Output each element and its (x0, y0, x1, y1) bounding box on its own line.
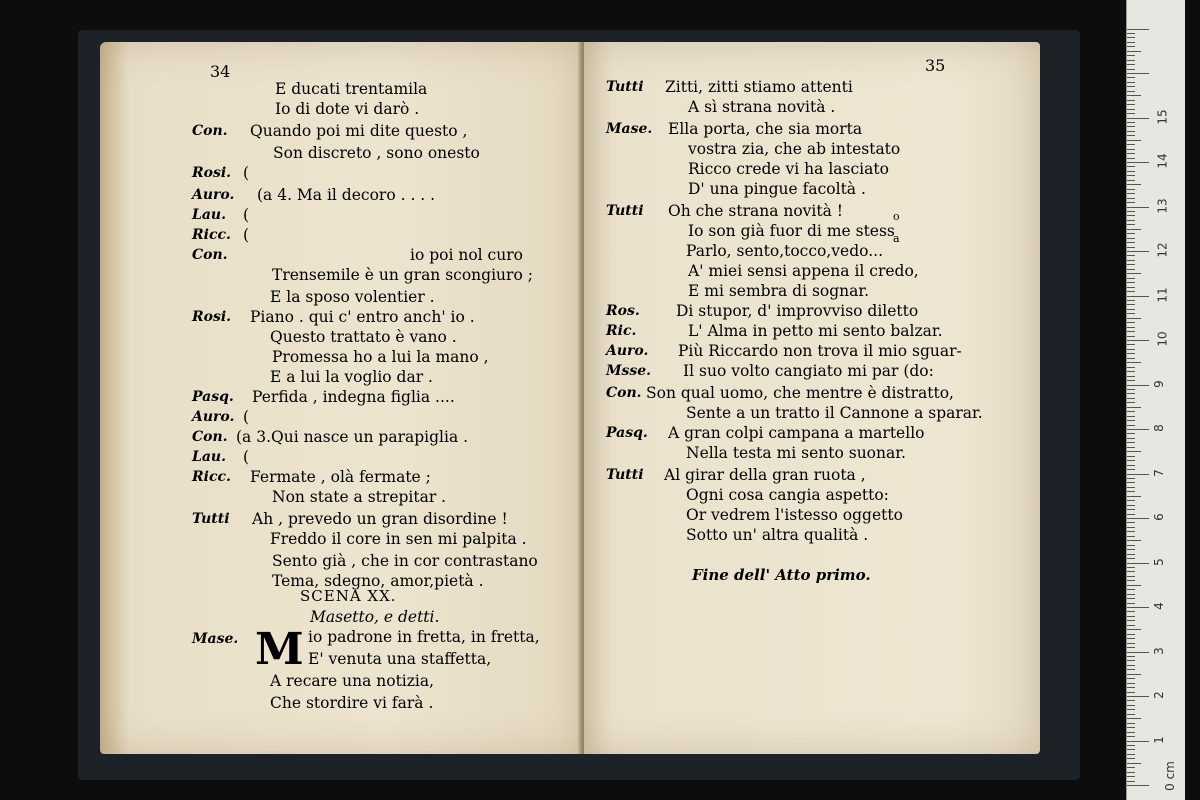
ruler-number: 12 (1155, 242, 1170, 258)
ruler-tick (1127, 42, 1135, 43)
right-page-number: 35 (925, 56, 946, 75)
ruler-tick (1127, 376, 1135, 377)
ruler-tick (1127, 416, 1135, 417)
verse-line: ( (243, 164, 250, 182)
ruler-tick (1127, 300, 1135, 301)
verse-line: ( (243, 448, 250, 466)
speaker-label: Rosi. (192, 165, 232, 181)
ruler-tick (1127, 398, 1135, 399)
ruler-tick (1127, 175, 1135, 176)
verse-line: E mi sembra di sognar. (688, 282, 870, 300)
ruler-tick (1127, 669, 1135, 670)
ruler-tick (1127, 772, 1135, 773)
verse-line: Oh che strana novità ! (668, 202, 844, 220)
verse-line: E ducati trentamila (275, 80, 428, 98)
ruler-tick (1127, 634, 1135, 635)
speaker-label: Ric. (606, 323, 637, 339)
ruler-tick (1127, 149, 1135, 150)
ruler-tick (1127, 652, 1149, 653)
ruler-tick (1127, 86, 1135, 87)
ruler-number: 3 (1151, 646, 1166, 655)
ruler-tick (1127, 340, 1149, 341)
scene-cast: Masetto, e detti. (310, 608, 440, 626)
verse-line: D' una pingue facoltà . (688, 180, 866, 198)
ruler-tick (1127, 126, 1135, 127)
verse-line: ( (243, 408, 250, 426)
ruler-tick (1127, 140, 1141, 141)
ruler-tick (1127, 60, 1135, 61)
ruler-tick (1127, 64, 1135, 65)
drop-cap: M (255, 624, 304, 675)
ruler-tick (1127, 692, 1135, 693)
ruler-tick (1127, 767, 1135, 768)
verse-line: Ricco crede vi ha lasciato (688, 160, 889, 178)
ruler-tick (1127, 358, 1135, 359)
ruler-tick (1127, 589, 1135, 590)
speaker-label: Con. (606, 385, 642, 401)
speaker-label: Ricc. (192, 469, 231, 485)
ruler-tick (1127, 554, 1135, 555)
ruler-tick (1127, 255, 1135, 256)
ruler-tick (1127, 776, 1135, 777)
verse-line: io poi nol curo (410, 246, 523, 264)
ruler-tick (1127, 723, 1135, 724)
ruler-tick (1127, 745, 1135, 746)
ruler-tick (1127, 660, 1135, 661)
ruler-tick (1127, 344, 1135, 345)
verse-line: Di stupor, d' improvviso diletto (676, 302, 919, 320)
ruler-tick (1127, 55, 1135, 56)
verse-line: Or vedrem l'istesso oggetto (686, 506, 903, 524)
ruler-tick (1127, 545, 1135, 546)
ruler-tick (1127, 696, 1149, 697)
ruler-tick (1127, 198, 1135, 199)
ruler-tick (1127, 238, 1135, 239)
left-page-number: 34 (210, 62, 231, 81)
ruler-tick (1127, 442, 1135, 443)
verse-line: Io di dote vi darò . (275, 100, 420, 118)
speaker-label: Msse. (606, 363, 652, 379)
ruler-number: 6 (1151, 513, 1166, 521)
speaker-label: Ros. (606, 303, 640, 319)
ruler-tick (1127, 665, 1135, 666)
ruler-tick (1127, 82, 1135, 83)
ruler-tick (1127, 638, 1135, 639)
ruler-tick (1127, 77, 1135, 78)
ruler-tick (1127, 433, 1135, 434)
verse-line: E' venuta una staffetta, (308, 650, 492, 668)
verse-line: Nella testa mi sento suonar. (686, 444, 906, 462)
verse-line: Questo trattato è vano . (270, 328, 457, 346)
ruler-number: 5 (1151, 557, 1166, 566)
ruler-tick (1127, 598, 1135, 599)
ruler-tick (1127, 678, 1135, 679)
ruler-tick (1127, 362, 1141, 363)
verse-line: Tema, sdegno, amor,pietà . (272, 572, 484, 590)
ruler-tick (1127, 264, 1135, 265)
verse-line: L' Alma in petto mi sento balzar. (688, 322, 943, 340)
ruler-tick (1127, 451, 1141, 452)
verse-line: Parlo, sento,tocco,vedo... (686, 242, 883, 260)
ruler-tick (1127, 224, 1135, 225)
ruler-tick (1127, 29, 1149, 30)
ruler-tick (1127, 647, 1135, 648)
ruler-tick (1127, 425, 1135, 426)
ruler-tick (1127, 313, 1135, 314)
ruler-tick (1127, 496, 1141, 497)
ruler-tick (1127, 656, 1135, 657)
ruler-number: 14 (1155, 153, 1170, 169)
ruler-tick (1127, 505, 1135, 506)
final-speaker: Mase. (192, 631, 239, 647)
ruler-tick (1127, 180, 1135, 181)
verse-line: vostra zia, che ab intestato (688, 140, 901, 158)
ruler-tick (1127, 549, 1135, 550)
verse-line: A sì strana novità . (688, 98, 836, 116)
verse-line: Zitti, zitti stiamo attenti (665, 78, 853, 96)
ruler-tick (1127, 411, 1135, 412)
ruler-tick (1127, 291, 1135, 292)
ruler-tick (1127, 407, 1141, 408)
verse-line: ( (243, 226, 250, 244)
verse-line: Al girar della gran ruota , (664, 466, 866, 484)
ruler-tick (1127, 304, 1135, 305)
ruler-tick (1127, 278, 1135, 279)
ruler-tick (1127, 607, 1149, 608)
ruler-tick (1127, 460, 1135, 461)
speaker-label: Ricc. (192, 227, 231, 243)
ruler-tick (1127, 318, 1141, 319)
speaker-label: Pasq. (192, 389, 234, 405)
ruler-tick (1127, 51, 1141, 52)
verse-line: (a 4. Ma il decoro . . . . (257, 186, 436, 204)
ruler-tick (1127, 273, 1141, 274)
ruler-number: 15 (1155, 108, 1170, 125)
ruler-tick (1127, 242, 1135, 243)
ruler-tick (1127, 465, 1135, 466)
ruler-tick (1127, 732, 1135, 733)
verse-line: Ogni cosa cangia aspetto: (686, 486, 889, 504)
ruler-tick (1127, 353, 1135, 354)
ruler-tick (1127, 781, 1135, 782)
ruler-tick (1127, 714, 1135, 715)
ruler-tick (1127, 420, 1135, 421)
ruler-tick (1127, 144, 1135, 145)
ruler-tick (1127, 380, 1135, 381)
ruler-tick (1127, 296, 1149, 297)
ruler-tick (1127, 202, 1135, 203)
ruler-number: 13 (1155, 197, 1170, 214)
speaker-label: Pasq. (606, 425, 648, 441)
verse-line: (a 3.Qui nasce un parapiglia . (236, 428, 469, 446)
speaker-label: Tutti (606, 467, 644, 483)
ruler-tick (1127, 309, 1135, 310)
ruler-tick (1127, 73, 1149, 74)
ruler-tick (1127, 558, 1135, 559)
ruler-number: 11 (1155, 286, 1170, 303)
speaker-label: Auro. (192, 187, 235, 203)
ruler-tick (1127, 785, 1149, 786)
ruler-number: 8 (1151, 424, 1166, 432)
ruler-tick (1127, 758, 1135, 759)
ruler-tick (1127, 95, 1141, 96)
ruler-tick (1127, 118, 1149, 119)
speaker-label: Auro. (192, 409, 235, 425)
verse-line: Sento già , che in cor contrastano (272, 552, 538, 570)
ruler-tick (1127, 611, 1135, 612)
ruler-tick (1127, 220, 1135, 221)
ruler-tick (1127, 389, 1135, 390)
ruler-tick (1127, 727, 1135, 728)
speaker-label: Con. (192, 429, 228, 445)
verse-line: Il suo volto cangiato mi par (do: (683, 362, 934, 380)
verse-line: Fermate , olà fermate ; (250, 468, 431, 486)
ruler-tick (1127, 371, 1135, 372)
ruler-number: 1 (1151, 735, 1166, 744)
ruler-tick (1127, 674, 1141, 675)
speaker-label: Tutti (606, 79, 644, 95)
verse-line: io padrone in fretta, in fretta, (308, 628, 540, 646)
ruler-tick (1127, 487, 1135, 488)
speaker-label: Con. (192, 247, 228, 263)
ruler-tick (1127, 522, 1135, 523)
ruler-tick (1127, 705, 1135, 706)
speaker-label: Tutti (192, 511, 230, 527)
ruler-tick (1127, 718, 1141, 719)
ruler-tick (1127, 620, 1135, 621)
ruler-tick (1127, 518, 1149, 519)
speaker-label: Con. (192, 123, 228, 139)
verse-line: Io son già fuor di me stess (688, 222, 895, 240)
ruler-tick (1127, 331, 1135, 332)
ruler-tick (1127, 336, 1135, 337)
scene-heading: SCENA XX. (300, 587, 397, 605)
ruler-tick (1127, 158, 1135, 159)
ruler-tick (1127, 162, 1149, 163)
ruler-number: 7 (1151, 468, 1166, 477)
ruler-tick (1127, 229, 1141, 230)
verse-line: E a lui la voglio dar . (270, 368, 433, 386)
verse-line: Son qual uomo, che mentre è distratto, (646, 384, 954, 402)
ruler-tick (1127, 393, 1135, 394)
ruler-tick (1127, 100, 1135, 101)
ruler-tick (1127, 749, 1135, 750)
ruler-tick (1127, 700, 1135, 701)
speaker-label: Mase. (606, 121, 653, 137)
verse-line: E la sposo volentier . (270, 288, 435, 306)
ruler-tick (1127, 629, 1141, 630)
verse-line: Ella porta, che sia morta (668, 120, 863, 138)
ruler-tick (1127, 709, 1135, 710)
verse-line: Sotto un' altra qualità . (686, 526, 869, 544)
verse-line: Ah , prevedo un gran disordine ! (252, 510, 508, 528)
verse-line: A' miei sensi appena il credo, (688, 262, 919, 280)
ruler-tick (1127, 540, 1141, 541)
ruler-tick (1127, 536, 1135, 537)
ruler-tick (1127, 603, 1135, 604)
ruler-tick (1127, 491, 1135, 492)
ruler-tick (1127, 514, 1135, 515)
ruler-tick (1127, 215, 1135, 216)
ruler-tick (1127, 385, 1149, 386)
ruler-tick (1127, 531, 1135, 532)
ruler-tick (1127, 251, 1149, 252)
margin-letter-a: a (893, 232, 900, 245)
ruler-tick (1127, 135, 1135, 136)
ruler-tick (1127, 469, 1135, 470)
verse-line: Piano . qui c' entro anch' io . (250, 308, 475, 326)
verse-line: Freddo il core in sen mi palpita . (270, 530, 527, 548)
speaker-label: Rosi. (192, 309, 232, 325)
ruler-tick (1127, 153, 1135, 154)
ruler-tick (1127, 429, 1149, 430)
ruler-tick (1127, 616, 1135, 617)
ruler-number: 2 (1151, 691, 1166, 699)
verse-line: Quando poi mi dite questo , (250, 122, 468, 140)
ruler-tick (1127, 643, 1135, 644)
ruler-tick (1127, 527, 1135, 528)
ruler-tick (1127, 567, 1135, 568)
ruler-tick (1127, 247, 1135, 248)
ruler-tick (1127, 580, 1135, 581)
ruler-tick (1127, 741, 1149, 742)
ruler-tick (1127, 402, 1135, 403)
ruler-tick (1127, 594, 1135, 595)
ruler-tick (1127, 563, 1149, 564)
verse-line: A gran colpi campana a martello (668, 424, 925, 442)
ruler-tick (1127, 683, 1135, 684)
ruler-tick (1127, 571, 1135, 572)
ruler-tick (1127, 447, 1135, 448)
ruler-tick (1127, 438, 1135, 439)
speaker-label: Lau. (192, 449, 226, 465)
ruler-tick (1127, 327, 1135, 328)
speaker-label: Lau. (192, 207, 226, 223)
ruler-tick (1127, 211, 1135, 212)
speaker-label: Tutti (606, 203, 644, 219)
ruler-tick (1127, 509, 1135, 510)
speaker-label: Auro. (606, 343, 649, 359)
ruler-tick (1127, 207, 1149, 208)
ruler-tick (1127, 482, 1135, 483)
ruler-tick (1127, 260, 1135, 261)
ruler-number: 10 (1155, 331, 1170, 347)
ruler-tick (1127, 269, 1135, 270)
verse-line: Più Riccardo non trova il mio sguar- (678, 342, 962, 360)
ruler-tick (1127, 754, 1135, 755)
ruler-tick (1127, 736, 1135, 737)
ruler-tick (1127, 69, 1135, 70)
ruler-tick (1127, 131, 1135, 132)
measurement-ruler (1126, 0, 1185, 800)
ruler-tick (1127, 474, 1149, 475)
ruler-tick (1127, 233, 1135, 234)
verse-line: A recare una notizia, (270, 672, 435, 690)
ruler-tick (1127, 189, 1135, 190)
ruler-tick (1127, 687, 1135, 688)
verse-line: ( (243, 206, 250, 224)
verse-line: Non state a strepitar . (272, 488, 447, 506)
ruler-tick (1127, 37, 1135, 38)
ruler-tick (1127, 33, 1135, 34)
ruler-unit-label: 0 cm (1162, 761, 1177, 791)
ruler-tick (1127, 322, 1135, 323)
verse-line: Sente a un tratto il Cannone a sparar. (686, 404, 983, 422)
ruler-tick (1127, 456, 1135, 457)
ruler-tick (1127, 122, 1135, 123)
ruler-tick (1127, 171, 1135, 172)
ruler-tick (1127, 585, 1141, 586)
ruler-number: 9 (1151, 379, 1166, 388)
ruler-tick (1127, 367, 1135, 368)
ruler-tick (1127, 500, 1135, 501)
verse-line: Perfida , indegna figlia .... (252, 388, 455, 406)
ruler-tick (1127, 166, 1135, 167)
verse-line: Trensemile è un gran scongiuro ; (272, 266, 533, 284)
ruler-tick (1127, 109, 1135, 110)
ruler-tick (1127, 478, 1135, 479)
ruler-tick (1127, 113, 1135, 114)
verse-line: Che stordire vi farà . (270, 694, 434, 712)
ruler-tick (1127, 763, 1141, 764)
ruler-tick (1127, 104, 1135, 105)
verse-line: Promessa ho a lui la mano , (272, 348, 489, 366)
verse-line: Son discreto , sono onesto (273, 144, 480, 162)
ruler-tick (1127, 287, 1135, 288)
ruler-tick (1127, 282, 1135, 283)
ruler-tick (1127, 349, 1135, 350)
margin-letter-o: o (893, 210, 900, 223)
ruler-tick (1127, 91, 1135, 92)
ruler-tick (1127, 46, 1135, 47)
ruler-tick (1127, 184, 1141, 185)
ruler-tick (1127, 193, 1135, 194)
ruler-tick (1127, 625, 1135, 626)
ruler-number: 4 (1151, 602, 1166, 610)
act-closing: Fine dell' Atto primo. (692, 566, 871, 584)
ruler-tick (1127, 576, 1135, 577)
